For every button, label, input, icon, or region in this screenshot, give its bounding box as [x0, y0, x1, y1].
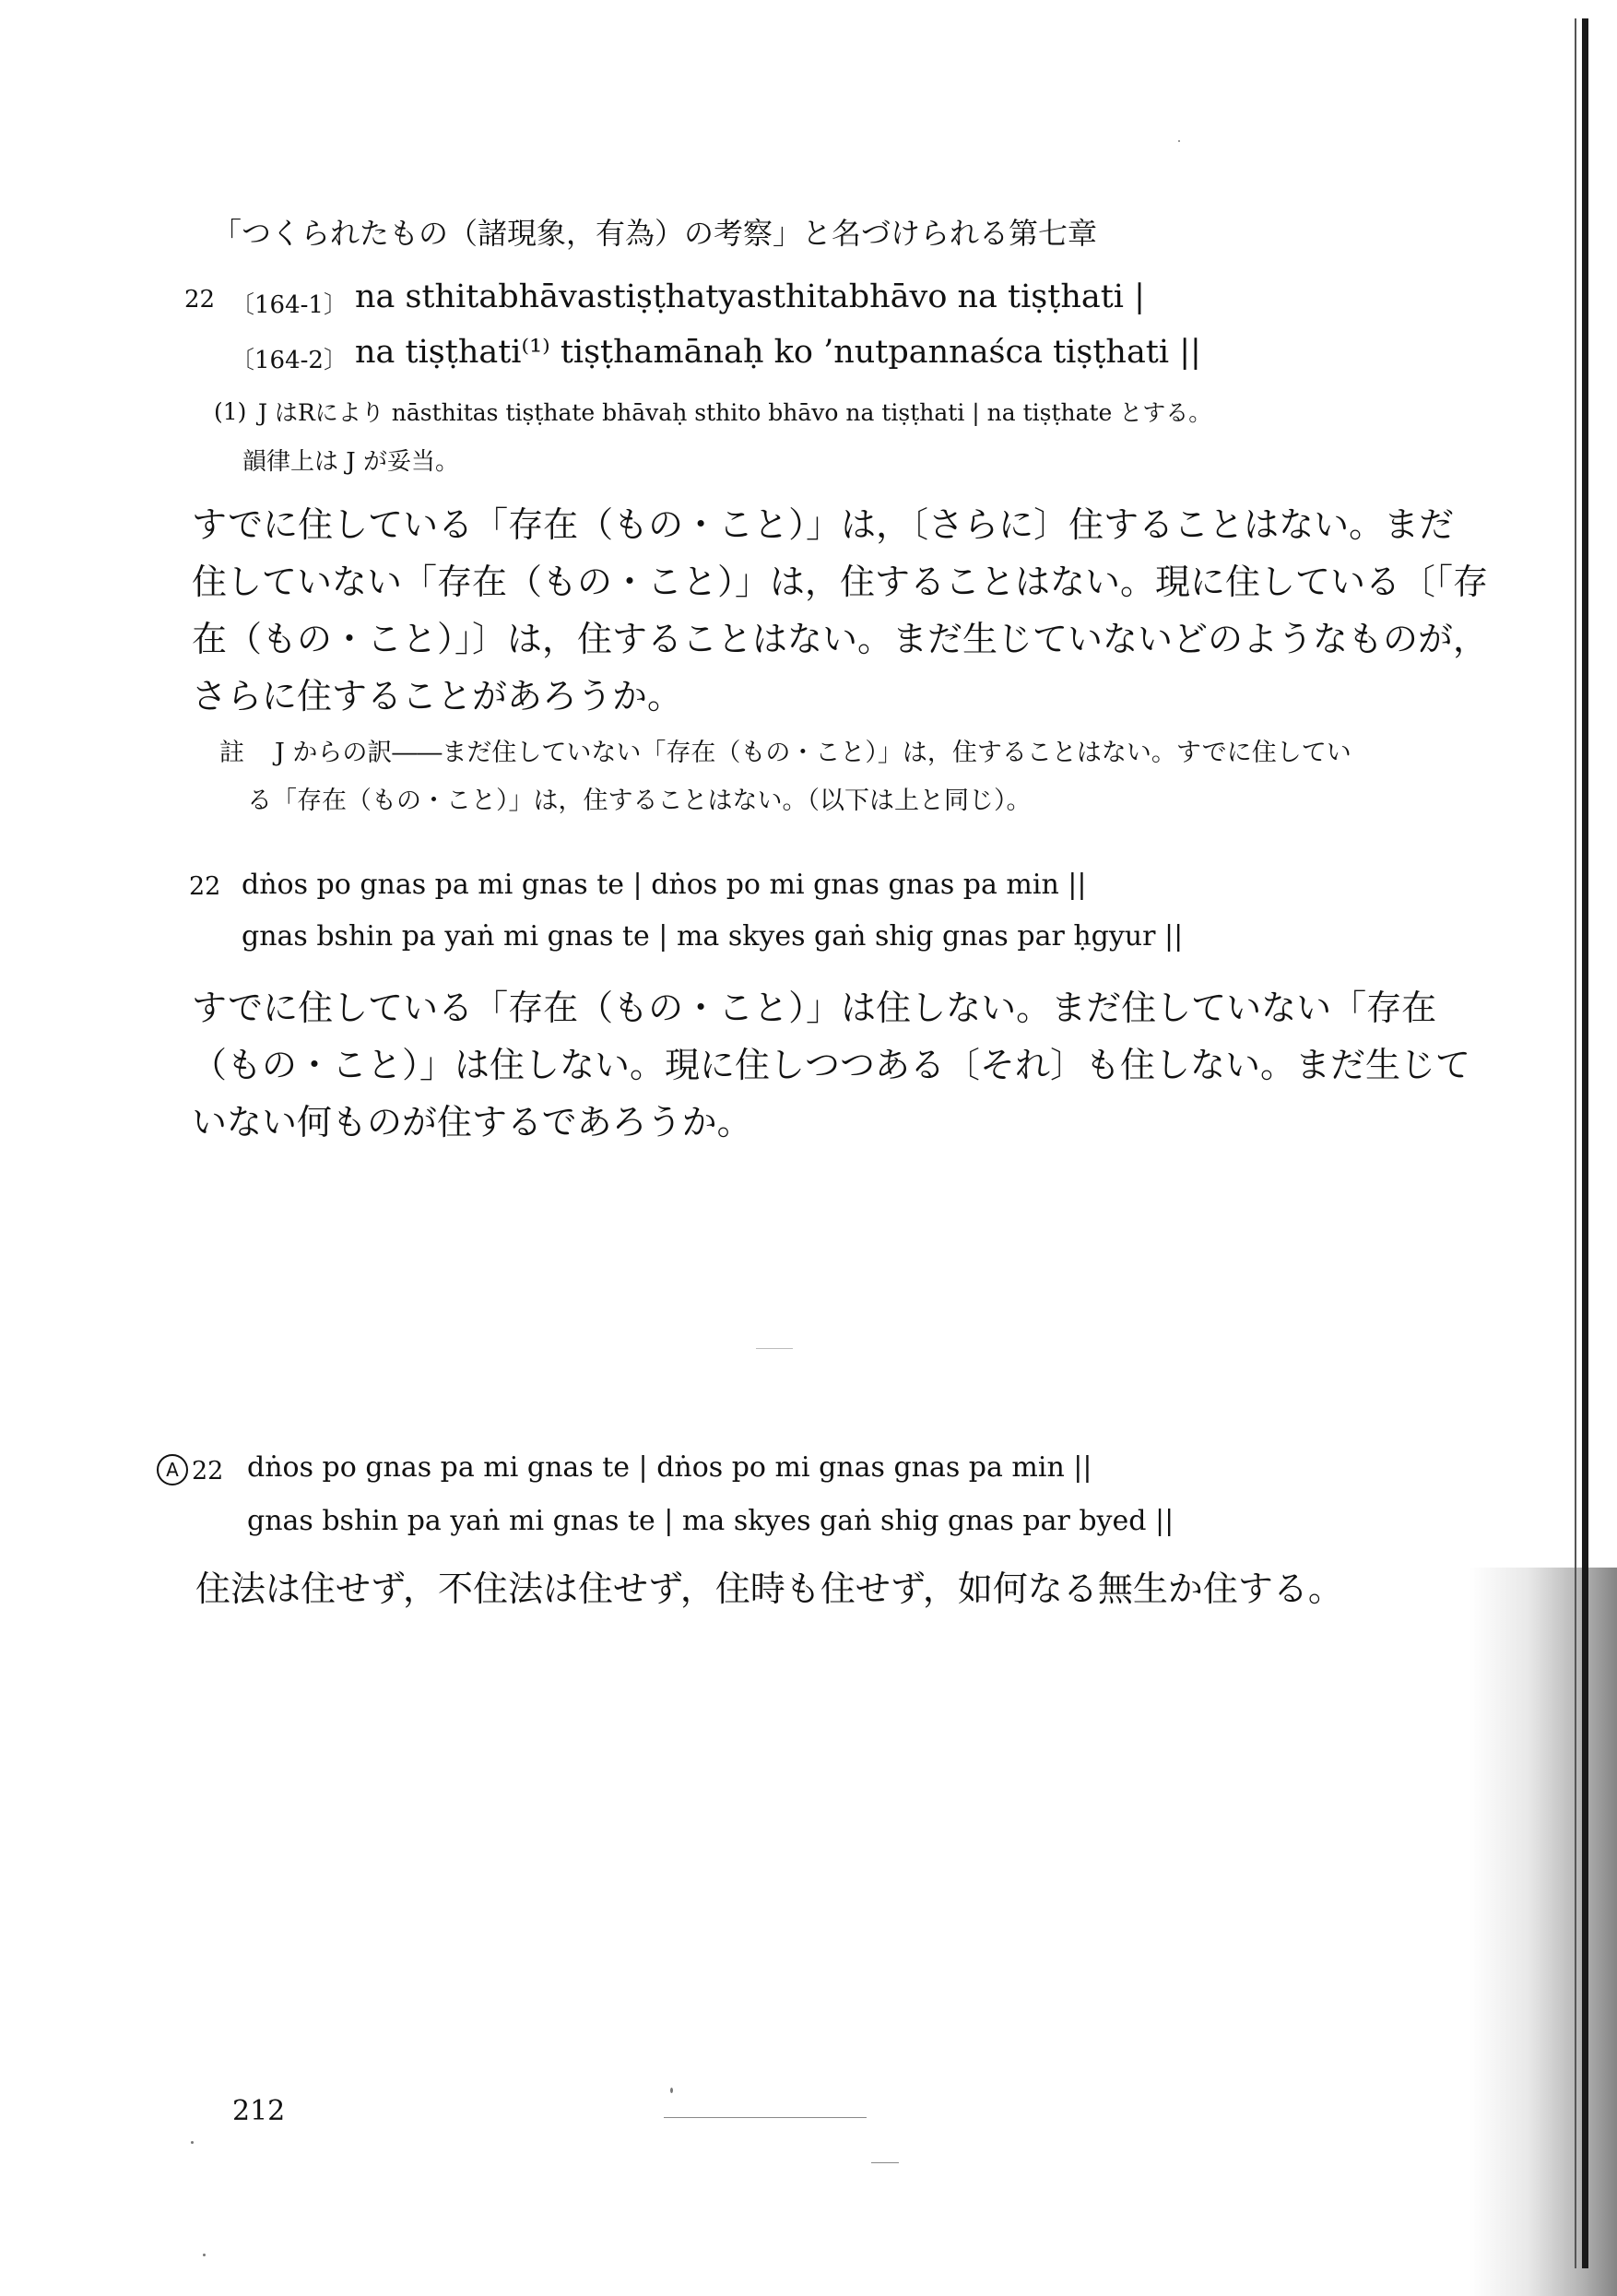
scan-smudge-line	[756, 1348, 793, 1349]
scan-speck	[203, 2254, 206, 2256]
translation3: 住法は住せず，不住法は住せず，住時も住せず，如何なる無生か住する。	[195, 1568, 1343, 1609]
tibetan2-line2: gnas bshin pa yaṅ mi gnas te | ma skyes gaṅ shig gnas par byed ||	[247, 1505, 1174, 1537]
scan-speck	[670, 2088, 673, 2093]
tibetan1-line2: gnas bshin pa yaṅ mi gnas te | ma skyes gaṅ shig gnas par ḥgyur ||	[242, 920, 1184, 953]
scan-smudge-line	[871, 2162, 899, 2163]
translation1-line4: さらに住することがあろうか。	[192, 676, 683, 716]
translation1-line1: すでに住している「存在（もの・こと）」は，〔さらに〕住することはない。まだ	[192, 504, 1455, 545]
translation2-line1: すでに住している「存在（もの・こと）」は住しない。まだ住していない「存在	[192, 988, 1437, 1028]
chapter-title: 「つくられたもの（諸現象，有為）の考察」と名づけられる第七章	[212, 216, 1098, 251]
scan-smudge-line	[664, 2117, 867, 2118]
footnote-line2: 韻律上は J が妥当。	[242, 448, 459, 476]
translation1-line2: 住していない「存在（もの・こと）」は，住することはない。現に住している〔「存	[192, 562, 1489, 602]
sanskrit-line2: na tiṣṭhati⁽¹⁾ tiṣṭhamānaḥ ko ’nutpannaśca tiṣṭhati ||	[355, 334, 1201, 371]
binding-edge-line	[1582, 18, 1588, 2268]
tibetan2-line1: dṅos po gnas pa mi gnas te | dṅos po mi gnas gnas pa min ||	[247, 1451, 1092, 1484]
note-line1: J からの訳――まだ住していない「存在（もの・こと）」は，住することはない。すでに住してい	[275, 739, 1351, 767]
binding-shadow	[1469, 1568, 1617, 2296]
translation1-line3: 在（もの・こと）」〕は，住することはない。まだ生じていないどのようなものが，	[192, 619, 1489, 659]
translation2-line3: いない何ものが住するであろうか。	[192, 1102, 752, 1142]
sanskrit-verse-number: 22	[184, 286, 216, 314]
circled-marker: A	[157, 1454, 188, 1485]
note-label: 註	[219, 739, 244, 767]
translation2-line2: （もの・こと）」は住しない。現に住しつつある〔それ〕も住しない。まだ生じて	[192, 1045, 1471, 1085]
sanskrit-line1-reference: 〔164-1〕	[230, 291, 348, 319]
page-number: 212	[232, 2095, 286, 2127]
note-line2: る「存在（もの・こと）」は，住することはない。（以下は上と同じ）。	[247, 787, 1032, 815]
scan-speck	[191, 2141, 194, 2144]
footnote-number: (1)	[214, 398, 247, 425]
footnote-line1: J はRにより nāsthitas tiṣṭhate bhāvaḥ sthito bhāvo na tiṣṭhati | na tiṣṭhate とする。	[258, 399, 1212, 426]
binding-edge-line-thin	[1575, 18, 1576, 2268]
sanskrit-line2-reference: 〔164-2〕	[230, 347, 348, 374]
tibetan1-verse-number: 22	[189, 872, 221, 901]
sanskrit-line1: na sthitabhāvastiṣṭhatyasthitabhāvo na tiṣṭhati |	[355, 278, 1145, 315]
tibetan2-verse-number: 22	[192, 1457, 224, 1485]
tibetan1-line1: dṅos po gnas pa mi gnas te | dṅos po mi gnas gnas pa min ||	[242, 869, 1087, 901]
scan-speck	[1178, 140, 1180, 142]
